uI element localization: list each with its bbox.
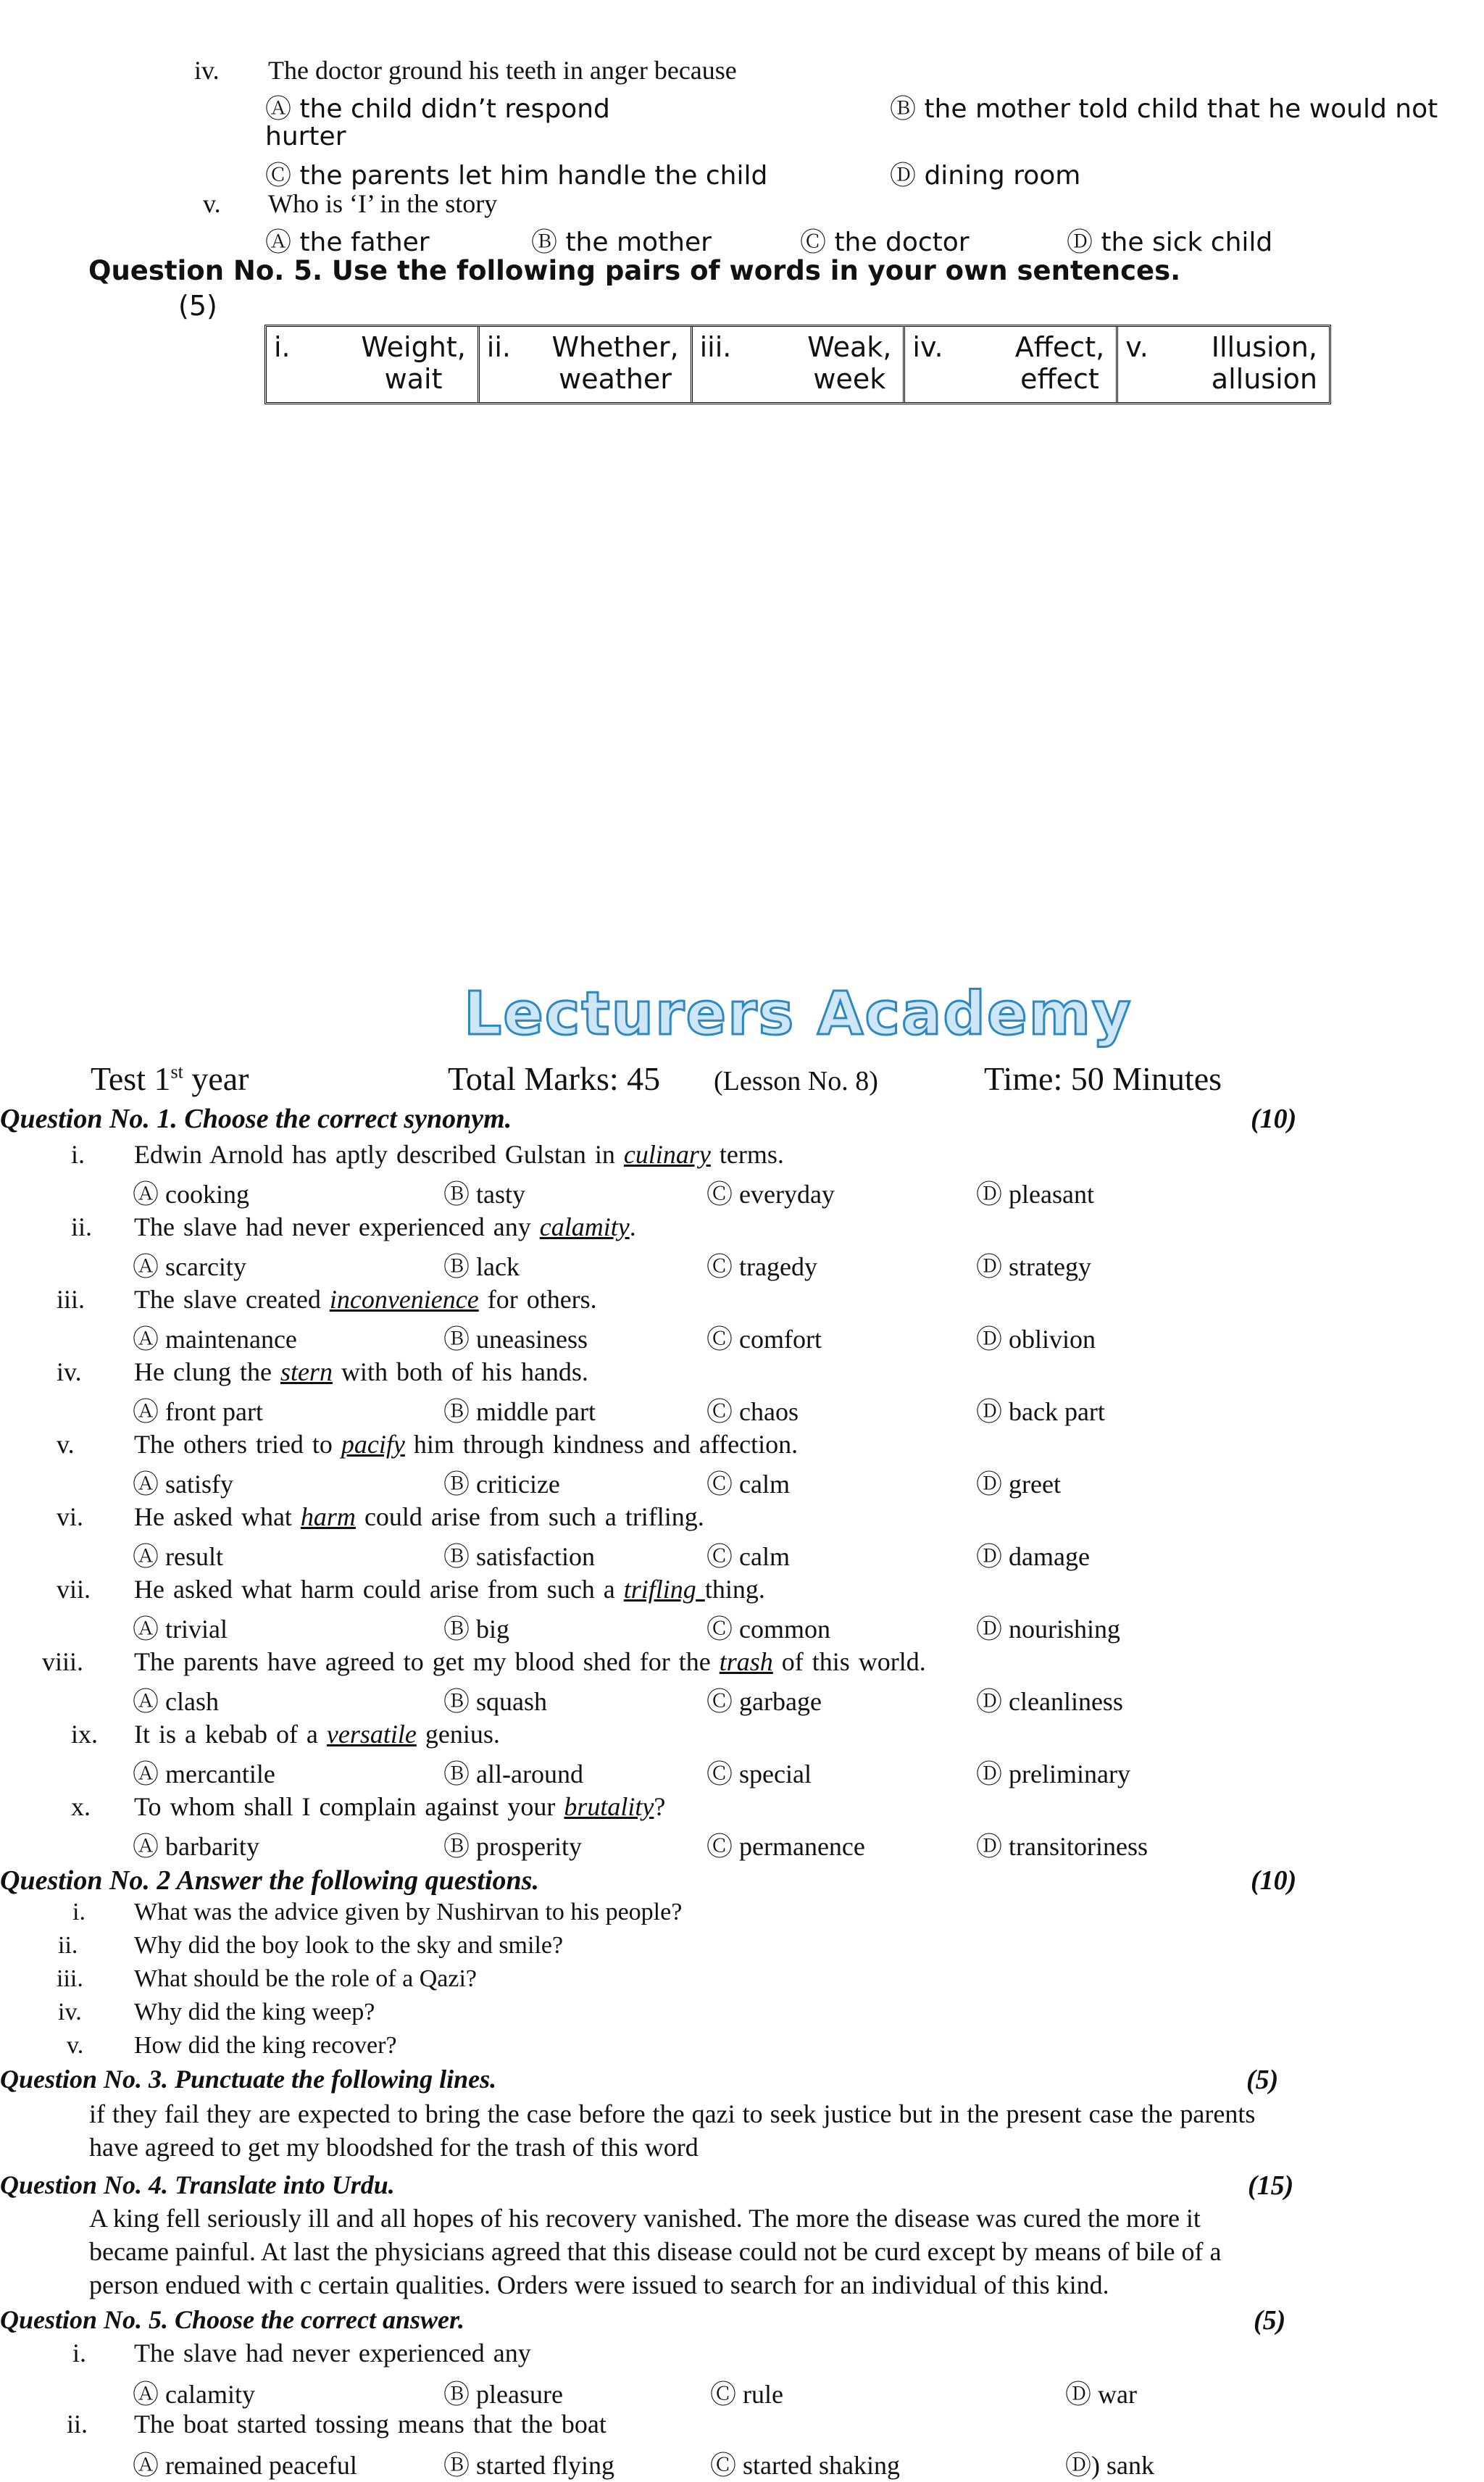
lesson-number: (Lesson No. 8)	[714, 1066, 878, 1096]
word-pair-line2: week	[813, 363, 886, 395]
question-number: x.	[71, 1792, 91, 1821]
question-heading: Question No. 2 Answer the following questions.	[0, 1865, 539, 1896]
paragraph-line	[89, 2203, 1422, 2233]
option-a: Ⓐ cooking	[133, 1180, 249, 1209]
word-pair-line2: effect	[1020, 363, 1099, 395]
question-number: iv.	[194, 56, 220, 85]
question-number: v.	[203, 189, 221, 218]
question-text: How did the king recover?	[134, 2032, 397, 2059]
question-number: ii.	[58, 1932, 78, 1959]
option-b: Ⓑ all-around	[443, 1760, 583, 1788]
question-text	[134, 1502, 704, 1532]
option-d: Ⓓ back part	[976, 1397, 1105, 1426]
option-b: Ⓑ big	[443, 1615, 510, 1644]
word-pair-number: iii.	[699, 331, 732, 363]
question-heading: Question No. 1. Choose the correct synonym.	[0, 1104, 512, 1134]
option-c: Ⓒ tragedy	[706, 1252, 817, 1281]
option-d: Ⓓ transitoriness	[976, 1832, 1148, 1861]
question-text-after: ?	[654, 1792, 666, 1821]
option-d: Ⓓ) sank	[1065, 2451, 1154, 2480]
option-c: Ⓒ common	[706, 1615, 830, 1644]
word-pair-number: i.	[274, 331, 291, 363]
question-text	[134, 1212, 636, 1242]
question-text-after: of this world.	[772, 1647, 926, 1676]
paragraph-line: have agreed to get my bloodshed for the trash of this word	[89, 2133, 699, 2162]
question-text: What was the advice given by Nushirvan to his people?	[134, 1899, 683, 1925]
word-pair-number: v.	[1125, 331, 1149, 363]
option-c: Ⓒ rule	[710, 2380, 783, 2409]
word-pair-cell	[693, 327, 906, 402]
option-d: Ⓓ damage	[976, 1542, 1090, 1571]
option-c: Ⓒ chaos	[706, 1397, 799, 1426]
question-text	[134, 1646, 926, 1677]
option-d: Ⓓ nourishing	[976, 1615, 1121, 1644]
option-b: Ⓑ pleasure	[443, 2380, 563, 2409]
option-d: Ⓓ dining room	[890, 161, 1081, 191]
question-heading: Question No. 5. Use the following pairs of words in your own sentences.	[88, 255, 1181, 286]
target-word: inconvenience	[329, 1285, 479, 1314]
question-text-after: for others.	[478, 1285, 597, 1314]
option-a: Ⓐ the father	[265, 228, 430, 257]
target-word: harm	[300, 1502, 356, 1531]
question-number: iv.	[58, 1999, 82, 2025]
question-text	[134, 1139, 784, 1170]
question-marks: (10)	[1251, 1865, 1297, 1896]
question-text-before: It is a kebab of a	[134, 1720, 327, 1749]
word-pair-line1: Illusion,	[1211, 331, 1317, 363]
question-text: Why did the king weep?	[134, 1999, 375, 2025]
option-d: Ⓓ pleasant	[976, 1180, 1094, 1209]
word-pair-cell	[1118, 327, 1329, 402]
question-number: iii.	[57, 1285, 86, 1314]
question-text	[134, 1284, 597, 1315]
option-b: Ⓑ middle part	[443, 1397, 596, 1426]
question-heading: Question No. 4. Translate into Urdu.	[0, 2170, 395, 2199]
question-text-after: thing.	[704, 1575, 765, 1604]
question-text-after: genius.	[416, 1720, 500, 1749]
question-text: Why did the boy look to the sky and smile?	[134, 1932, 564, 1959]
question-text-before: He clung the	[134, 1357, 280, 1386]
target-word: calamity	[539, 1212, 630, 1241]
word-pair-cell	[480, 327, 693, 402]
target-word: pacify	[341, 1430, 405, 1459]
question-text-before: The others tried to	[134, 1430, 341, 1459]
option-c: Ⓒ calm	[706, 1542, 790, 1571]
paragraph-line-text: became painful. At last the physicians agreed that this disease could not be curd except by means of bile of a	[89, 2237, 1222, 2266]
question-text-before: Edwin Arnold has aptly described Gulstan in	[134, 1140, 624, 1169]
paragraph-line-text: A king fell seriously ill and all hopes of his recovery vanished. The more the disease was cured the more it	[89, 2204, 1201, 2233]
word-pair-line1: Weak,	[807, 331, 892, 363]
question-text	[134, 1574, 765, 1604]
question-number: ii.	[71, 1212, 93, 1241]
option-b: Ⓑ tasty	[443, 1180, 525, 1209]
question-text	[134, 1791, 665, 1822]
question-number: v.	[57, 1430, 75, 1459]
word-pairs-table	[264, 325, 1331, 404]
test-suffix: year	[183, 1060, 249, 1097]
option-a: Ⓐ scarcity	[133, 1252, 246, 1281]
question-text-before: The slave had never experienced any	[134, 1212, 540, 1241]
option-b: Ⓑ lack	[443, 1252, 520, 1281]
option-a: Ⓐ calamity	[133, 2380, 255, 2409]
question-number: i.	[72, 2339, 87, 2368]
test-label: Test 1	[91, 1060, 171, 1097]
word-pair-line2: allusion	[1211, 363, 1317, 395]
option-c: Ⓒ calm	[706, 1470, 790, 1499]
option-a: Ⓐ maintenance	[133, 1325, 297, 1354]
question-number: vii.	[57, 1575, 91, 1604]
question-marks: (5)	[178, 290, 217, 322]
question-number: viii.	[42, 1647, 84, 1676]
option-a: Ⓐ the child didn’t respond	[265, 94, 610, 124]
question-number: ii.	[67, 2410, 88, 2439]
option-d: Ⓓ greet	[976, 1470, 1061, 1499]
time-allowed: Time: 50 Minutes	[984, 1060, 1222, 1097]
target-word: stern	[280, 1357, 333, 1386]
question-text-after: with both of his hands.	[332, 1357, 588, 1386]
question-number: i.	[72, 1899, 86, 1925]
option-b: Ⓑ satisfaction	[443, 1542, 595, 1571]
question-number: v.	[67, 2032, 84, 2059]
question-text: The doctor ground his teeth in anger because	[268, 56, 737, 85]
question-text-before: He asked what harm could arise from such a	[134, 1575, 624, 1604]
word-pair-cell	[905, 327, 1118, 402]
question-number: vi.	[57, 1502, 84, 1531]
option-d: Ⓓ strategy	[976, 1252, 1091, 1281]
option-a: Ⓐ satisfy	[133, 1470, 233, 1499]
option-d: Ⓓ war	[1065, 2380, 1137, 2409]
option-b: Ⓑ prosperity	[443, 1832, 582, 1861]
question-text-before: The parents have agreed to get my blood shed for the	[134, 1647, 720, 1676]
target-word: trash	[719, 1647, 773, 1676]
question-marks: (15)	[1248, 2170, 1294, 2201]
question-marks: (5)	[1246, 2065, 1279, 2095]
question-number: ix.	[71, 1720, 99, 1749]
option-c: Ⓒ the parents let him handle the child	[265, 161, 768, 191]
option-c: Ⓒ special	[706, 1760, 812, 1788]
option-b: Ⓑ the mother	[531, 228, 712, 257]
total-marks: Total Marks: 45	[448, 1060, 661, 1097]
paragraph-line-text: if they fail they are expected to bring the case before the qazi to seek justice but in the present case the parents	[89, 2099, 1256, 2128]
option-b: Ⓑ uneasiness	[443, 1325, 588, 1354]
question-text-before: To whom shall I complain against your	[134, 1792, 564, 1821]
question-text-after: could arise from such a trifling.	[355, 1502, 704, 1531]
question-text-after: him through kindness and affection.	[404, 1430, 799, 1459]
academy-logo: Lecturers Academy	[464, 980, 1133, 1049]
question-marks: (5)	[1254, 2305, 1286, 2336]
option-d: Ⓓ the sick child	[1067, 228, 1273, 257]
question-text: What should be the role of a Qazi?	[134, 1965, 477, 1992]
question-text: Who is ‘I’ in the story	[268, 189, 498, 218]
question-number: i.	[71, 1140, 86, 1169]
word-pair-line1: Weight,	[361, 331, 466, 363]
question-text	[134, 1719, 500, 1749]
paragraph-line	[89, 2099, 1422, 2129]
question-heading: Question No. 3. Punctuate the following lines.	[0, 2065, 497, 2094]
question-number: iv.	[57, 1357, 82, 1386]
question-text-after: terms.	[710, 1140, 784, 1169]
word-pair-line1: Affect,	[1014, 331, 1105, 363]
word-pair-cell	[267, 327, 480, 402]
option-a: Ⓐ mercantile	[133, 1760, 275, 1788]
question-text-before: He asked what	[134, 1502, 301, 1531]
question-text: The slave had never experienced any	[134, 2339, 531, 2368]
option-a: Ⓐ front part	[133, 1397, 263, 1426]
word-pair-number: iv.	[912, 331, 943, 363]
question-heading: Question No. 5. Choose the correct answer.	[0, 2305, 465, 2334]
word-pair-line2: wait	[384, 363, 443, 395]
option-a: Ⓐ trivial	[133, 1615, 228, 1644]
option-c: Ⓒ garbage	[706, 1687, 822, 1716]
option-b: Ⓑ squash	[443, 1687, 547, 1716]
option-c: Ⓒ comfort	[706, 1325, 822, 1354]
option-a: Ⓐ remained peaceful	[133, 2451, 357, 2480]
option-b: Ⓑ criticize	[443, 1470, 560, 1499]
option-c: Ⓒ started shaking	[710, 2451, 900, 2480]
question-marks: (10)	[1251, 1104, 1297, 1134]
option-d: Ⓓ preliminary	[976, 1760, 1130, 1788]
question-text	[134, 1357, 588, 1387]
test-title	[91, 1059, 249, 1098]
paragraph-line	[89, 2236, 1422, 2267]
target-word: trifling	[623, 1575, 705, 1604]
target-word: brutality	[564, 1792, 654, 1821]
target-word: culinary	[623, 1140, 711, 1169]
question-number: iii.	[57, 1965, 83, 1992]
test-superscript: st	[170, 1061, 183, 1083]
target-word: versatile	[326, 1720, 417, 1749]
word-pair-line2: weather	[559, 363, 672, 395]
question-text-before: The slave created	[134, 1285, 330, 1314]
option-d: Ⓓ oblivion	[976, 1325, 1096, 1354]
option-c: Ⓒ everyday	[706, 1180, 835, 1209]
option-a: Ⓐ barbarity	[133, 1832, 259, 1861]
option-a: Ⓐ clash	[133, 1687, 219, 1716]
question-text-after: .	[629, 1212, 636, 1241]
question-text	[134, 1429, 798, 1459]
option-c: Ⓒ the doctor	[800, 228, 970, 257]
option-a: Ⓐ result	[133, 1542, 223, 1571]
question-text: The boat started tossing means that the boat	[134, 2410, 606, 2439]
paragraph-line: person endued with c certain qualities. Orders were issued to search for an individual of this kind.	[89, 2270, 1109, 2299]
option-b-continued: hurter	[265, 122, 346, 151]
option-b: Ⓑ started flying	[443, 2451, 614, 2480]
word-pair-line1: Whether,	[551, 331, 679, 363]
word-pair-number: ii.	[486, 331, 511, 363]
option-c: Ⓒ permanence	[706, 1832, 865, 1861]
option-b: Ⓑ the mother told child that he would not	[890, 94, 1438, 124]
option-d: Ⓓ cleanliness	[976, 1687, 1123, 1716]
